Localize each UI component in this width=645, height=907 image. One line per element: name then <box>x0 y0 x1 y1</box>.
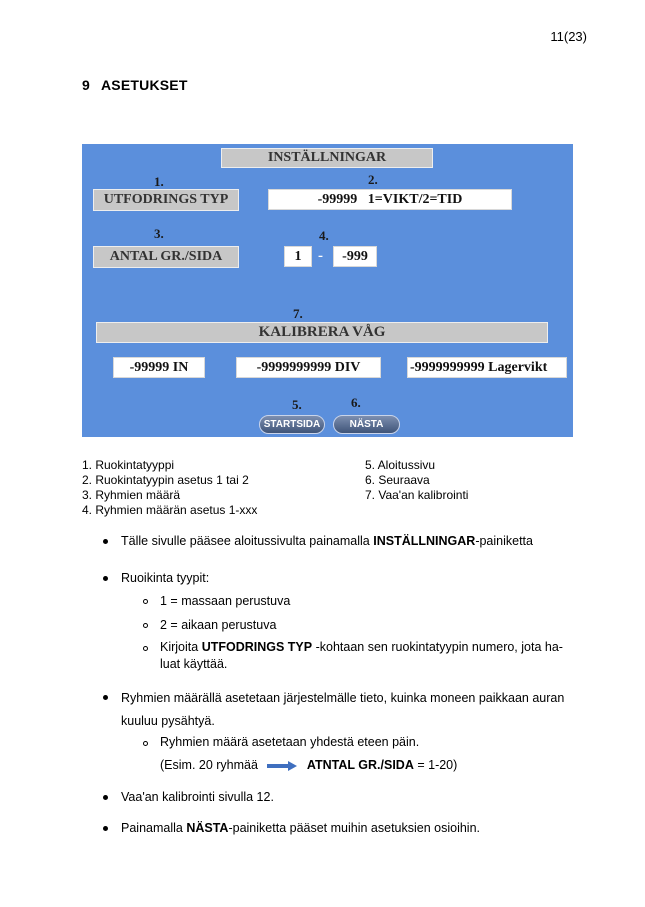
text: -kohtaan sen ruokintatyypin numero, jota ha- <box>312 640 563 654</box>
screen-title: INSTÄLLNINGAR <box>221 148 433 168</box>
groups-from-field[interactable]: 1 <box>284 246 312 267</box>
text: Ryhmien määrällä asetetaan järjestelmälle tieto, kuinka moneen paikkaan auran <box>121 691 565 705</box>
bullet-dot <box>103 695 108 700</box>
legend-item: 1. Ruokintatyyppi <box>82 458 175 472</box>
legend-right <box>365 458 468 503</box>
right-arrow-icon <box>267 761 297 771</box>
cal-div-field[interactable]: -9999999999 DIV <box>236 357 381 378</box>
sub-bullet-circle <box>143 741 148 746</box>
bold-text: UTFODRINGS TYP <box>201 640 313 654</box>
bullet-3 <box>121 687 564 733</box>
section-title: ASETUKSET <box>101 77 188 93</box>
cal-in-field[interactable]: -99999 IN <box>113 357 205 378</box>
bullet-5 <box>121 819 480 837</box>
bullet-3-sub-2 <box>160 756 457 774</box>
bold-text: INSTÄLLNINGAR <box>373 534 476 548</box>
marker-3: 3. <box>154 226 164 241</box>
legend-item: 7. Vaa'an kalibrointi <box>365 488 469 502</box>
feed-type-label: UTFODRINGS TYP <box>93 189 239 211</box>
bold-text: NÄSTA <box>186 821 229 835</box>
text: (Esim. 20 ryhmää <box>160 758 258 772</box>
marker-7: 7. <box>293 306 303 321</box>
legend-item: 4. Ryhmien määrän asetus 1-xxx <box>82 503 258 517</box>
bullet-1 <box>121 532 533 550</box>
settings-screen <box>82 144 573 437</box>
text: = 1-20) <box>413 758 458 772</box>
bullet-2-sub-3 <box>160 639 563 673</box>
marker-6: 6. <box>351 395 361 410</box>
text: -painiketta <box>475 534 533 548</box>
bullet-dot <box>103 826 108 831</box>
bullet-dot <box>103 576 108 581</box>
sub-bullet-circle <box>143 623 148 628</box>
bullet-dot <box>103 539 108 544</box>
start-button[interactable]: STARTSIDA <box>259 415 325 434</box>
text: Kirjoita <box>160 640 202 654</box>
legend-item: 2. Ruokintatyypin asetus 1 tai 2 <box>82 473 249 487</box>
marker-4: 4. <box>319 228 329 243</box>
cal-weight-field[interactable]: -9999999999 Lagervikt <box>407 357 567 378</box>
groups-dash: - <box>318 248 323 264</box>
marker-2: 2. <box>368 172 378 187</box>
section-heading <box>82 77 188 93</box>
legend-item: 5. Aloitussivu <box>365 458 436 472</box>
text: Tälle sivulle pääsee aloitussivulta painamalla <box>121 534 374 548</box>
text: Painamalla <box>121 821 187 835</box>
marker-5: 5. <box>292 397 302 412</box>
marker-1: 1. <box>154 174 164 189</box>
bullet-2-sub-2: 2 = aikaan perustuva <box>160 618 277 632</box>
bullet-4: Vaa'an kalibrointi sivulla 12. <box>121 790 274 804</box>
bullet-3-sub-1: Ryhmien määrä asetetaan yhdestä eteen päin. <box>160 735 420 749</box>
text: -painiketta pääset muihin asetuksien osioihin. <box>228 821 481 835</box>
sub-bullet-circle <box>143 646 148 651</box>
groups-to-field[interactable]: -999 <box>333 246 377 267</box>
sub-bullet-circle <box>143 599 148 604</box>
section-number: 9 <box>82 77 90 93</box>
text: kuuluu pysähtyä. <box>121 714 215 728</box>
bullet-dot <box>103 795 108 800</box>
bullet-2: Ruoikinta tyypit: <box>121 571 210 585</box>
legend-left <box>82 458 257 518</box>
feed-type-field[interactable]: -99999 1=VIKT/2=TID <box>268 189 512 210</box>
text: luat käyttää. <box>160 657 228 671</box>
bullet-2-sub-1: 1 = massaan perustuva <box>160 594 291 608</box>
groups-label: ANTAL GR./SIDA <box>93 246 239 268</box>
calibrate-label: KALIBRERA VÅG <box>96 322 548 343</box>
legend-item: 3. Ryhmien määrä <box>82 488 181 502</box>
next-button[interactable]: NÄSTA <box>333 415 400 434</box>
legend-item: 6. Seuraava <box>365 473 430 487</box>
bold-text: ATNTAL GR./SIDA <box>306 758 414 772</box>
page-number: 11(23) <box>550 29 587 44</box>
